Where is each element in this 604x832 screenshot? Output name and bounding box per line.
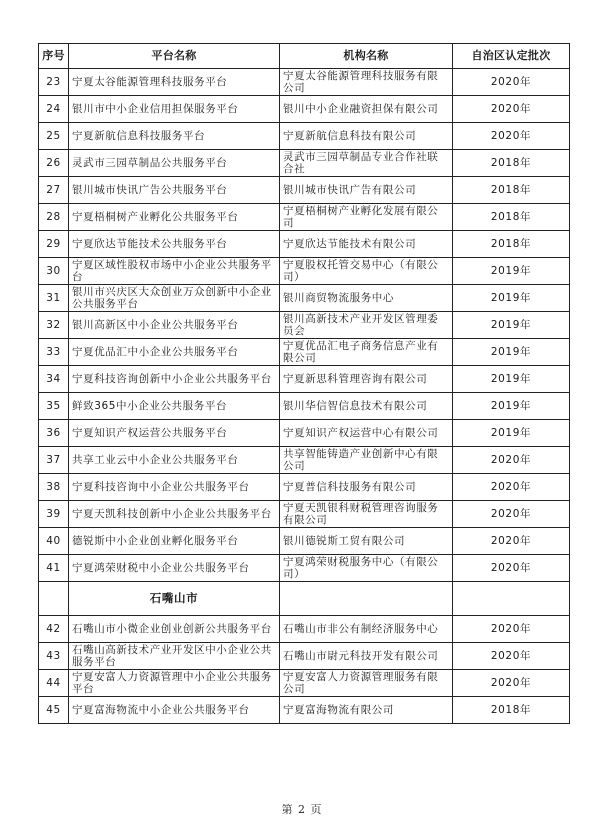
approval-batch: 2019年 — [453, 285, 570, 312]
row-number: 34 — [39, 366, 69, 393]
row-number: 43 — [39, 643, 69, 670]
row-number: 45 — [39, 697, 69, 724]
approval-batch: 2020年 — [453, 670, 570, 697]
approval-batch: 2019年 — [453, 366, 570, 393]
organization-name: 宁夏梧桐树产业孵化发展有限公司 — [280, 204, 453, 231]
table-row — [39, 285, 570, 312]
platform-name: 宁夏科技咨询中小企业公共服务平台 — [69, 474, 280, 501]
platform-name: 宁夏富海物流中小企业公共服务平台 — [69, 697, 280, 724]
table-row — [39, 231, 570, 258]
approval-batch: 2020年 — [453, 501, 570, 528]
table-row — [39, 96, 570, 123]
platform-name: 宁夏安富人力资源管理中小企业公共服务平台 — [69, 670, 280, 697]
organization-name: 宁夏普信科技服务有限公司 — [280, 474, 453, 501]
organization-name: 宁夏天凯银科财税管理咨询服务有限公司 — [280, 501, 453, 528]
table-row — [39, 670, 570, 697]
approval-batch: 2018年 — [453, 204, 570, 231]
row-number: 32 — [39, 312, 69, 339]
table-row — [39, 312, 570, 339]
organization-name: 宁夏太谷能源管理科技服务有限公司 — [280, 69, 453, 96]
table-header — [39, 44, 570, 69]
approval-batch: 2019年 — [453, 420, 570, 447]
organization-name: 宁夏股权托管交易中心（有限公司） — [280, 258, 453, 285]
platform-name: 灵武市三园草制品公共服务平台 — [69, 150, 280, 177]
approval-batch: 2020年 — [453, 643, 570, 670]
row-number: 42 — [39, 616, 69, 643]
platform-name: 石嘴山高新技术产业开发区中小企业公共服务平台 — [69, 643, 280, 670]
table-row — [39, 150, 570, 177]
row-number: 38 — [39, 474, 69, 501]
table-row — [39, 123, 570, 150]
platform-name: 德锐斯中小企业创业孵化服务平台 — [69, 528, 280, 555]
table-row — [39, 420, 570, 447]
header-platform: 平台名称 — [69, 44, 280, 69]
platform-name: 宁夏鸿荣财税中小企业公共服务平台 — [69, 555, 280, 582]
table-row — [39, 69, 570, 96]
organization-name: 宁夏新航信息科技有限公司 — [280, 123, 453, 150]
row-number: 37 — [39, 447, 69, 474]
row-number: 44 — [39, 670, 69, 697]
row-number: 30 — [39, 258, 69, 285]
section-row — [39, 582, 570, 616]
row-number: 39 — [39, 501, 69, 528]
approval-batch: 2019年 — [453, 312, 570, 339]
organization-name: 宁夏欣达节能技术有限公司 — [280, 231, 453, 258]
row-number: 24 — [39, 96, 69, 123]
section-body — [39, 582, 570, 616]
row-number: 33 — [39, 339, 69, 366]
table-row — [39, 474, 570, 501]
organization-name: 宁夏新思科管理咨询有限公司 — [280, 366, 453, 393]
approval-batch: 2020年 — [453, 555, 570, 582]
approval-batch: 2019年 — [453, 339, 570, 366]
table-row — [39, 366, 570, 393]
platform-name: 宁夏科技咨询创新中小企业公共服务平台 — [69, 366, 280, 393]
platform-name: 共享工业云中小企业公共服务平台 — [69, 447, 280, 474]
approval-batch: 2020年 — [453, 616, 570, 643]
platform-name: 银川市兴庆区大众创业万众创新中小企业公共服务平台 — [69, 285, 280, 312]
row-number: 36 — [39, 420, 69, 447]
approval-batch: 2020年 — [453, 474, 570, 501]
organization-name: 银川中小企业融资担保有限公司 — [280, 96, 453, 123]
approval-batch: 2019年 — [453, 393, 570, 420]
platform-name: 银川高新区中小企业公共服务平台 — [69, 312, 280, 339]
header-seq: 序号 — [39, 44, 69, 69]
organization-name: 宁夏富海物流有限公司 — [280, 697, 453, 724]
table-row — [39, 528, 570, 555]
table-body-bottom — [39, 616, 570, 724]
row-number: 25 — [39, 123, 69, 150]
page-number: 第 2 页 — [281, 803, 323, 816]
table-row — [39, 616, 570, 643]
approval-batch: 2020年 — [453, 96, 570, 123]
row-number: 28 — [39, 204, 69, 231]
approval-batch: 2018年 — [453, 150, 570, 177]
row-number: 41 — [39, 555, 69, 582]
table-row — [39, 555, 570, 582]
organization-name: 共享智能铸造产业创新中心有限公司 — [280, 447, 453, 474]
approval-batch: 2020年 — [453, 69, 570, 96]
table-row — [39, 697, 570, 724]
platform-name: 宁夏梧桐树产业孵化公共服务平台 — [69, 204, 280, 231]
platform-table — [38, 43, 570, 724]
platform-name: 石嘴山市小微企业创业创新公共服务平台 — [69, 616, 280, 643]
organization-name: 银川华信智信息技术有限公司 — [280, 393, 453, 420]
table-row — [39, 177, 570, 204]
header-org: 机构名称 — [280, 44, 453, 69]
row-number: 27 — [39, 177, 69, 204]
row-number: 40 — [39, 528, 69, 555]
section-blank-cell — [280, 582, 453, 616]
table-row — [39, 393, 570, 420]
approval-batch: 2019年 — [453, 258, 570, 285]
organization-name: 石嘴山市非公有制经济服务中心 — [280, 616, 453, 643]
row-number: 23 — [39, 69, 69, 96]
header-batch: 自治区认定批次 — [453, 44, 570, 69]
section-blank-cell — [39, 582, 69, 616]
table-row — [39, 258, 570, 285]
row-number: 35 — [39, 393, 69, 420]
row-number: 26 — [39, 150, 69, 177]
platform-name: 银川城市快讯广告公共服务平台 — [69, 177, 280, 204]
table-row — [39, 204, 570, 231]
platform-name: 宁夏优品汇中小企业公共服务平台 — [69, 339, 280, 366]
organization-name: 银川城市快讯广告有限公司 — [280, 177, 453, 204]
organization-name: 宁夏知识产权运营中心有限公司 — [280, 420, 453, 447]
platform-name: 宁夏区域性股权市场中小企业公共服务平台 — [69, 258, 280, 285]
organization-name: 银川高新技术产业开发区管理委员会 — [280, 312, 453, 339]
approval-batch: 2018年 — [453, 177, 570, 204]
header-row — [39, 44, 570, 69]
section-blank-cell — [453, 582, 570, 616]
table-row — [39, 501, 570, 528]
platform-name: 宁夏天凯科技创新中小企业公共服务平台 — [69, 501, 280, 528]
row-number: 31 — [39, 285, 69, 312]
platform-name: 宁夏太谷能源管理科技服务平台 — [69, 69, 280, 96]
approval-batch: 2020年 — [453, 528, 570, 555]
platform-name: 宁夏新航信息科技服务平台 — [69, 123, 280, 150]
approval-batch: 2020年 — [453, 123, 570, 150]
organization-name: 宁夏安富人力资源管理服务有限公司 — [280, 670, 453, 697]
platform-name: 宁夏知识产权运营公共服务平台 — [69, 420, 280, 447]
organization-name: 宁夏优品汇电子商务信息产业有限公司 — [280, 339, 453, 366]
approval-batch: 2018年 — [453, 697, 570, 724]
section-title: 石嘴山市 — [69, 582, 280, 616]
table-row — [39, 643, 570, 670]
table-body-top — [39, 69, 570, 582]
organization-name: 宁夏鸿荣财税服务中心（有限公司） — [280, 555, 453, 582]
approval-batch: 2020年 — [453, 447, 570, 474]
organization-name: 石嘴山市尉元科技开发有限公司 — [280, 643, 453, 670]
approval-batch: 2018年 — [453, 231, 570, 258]
organization-name: 银川德锐斯工贸有限公司 — [280, 528, 453, 555]
platform-name: 宁夏欣达节能技术公共服务平台 — [69, 231, 280, 258]
row-number: 29 — [39, 231, 69, 258]
platform-name: 银川市中小企业信用担保服务平台 — [69, 96, 280, 123]
platform-name: 鲜致365中小企业公共服务平台 — [69, 393, 280, 420]
table-row — [39, 339, 570, 366]
organization-name: 灵武市三园草制品专业合作社联合社 — [280, 150, 453, 177]
table-row — [39, 447, 570, 474]
organization-name: 银川商贸物流服务中心 — [280, 285, 453, 312]
